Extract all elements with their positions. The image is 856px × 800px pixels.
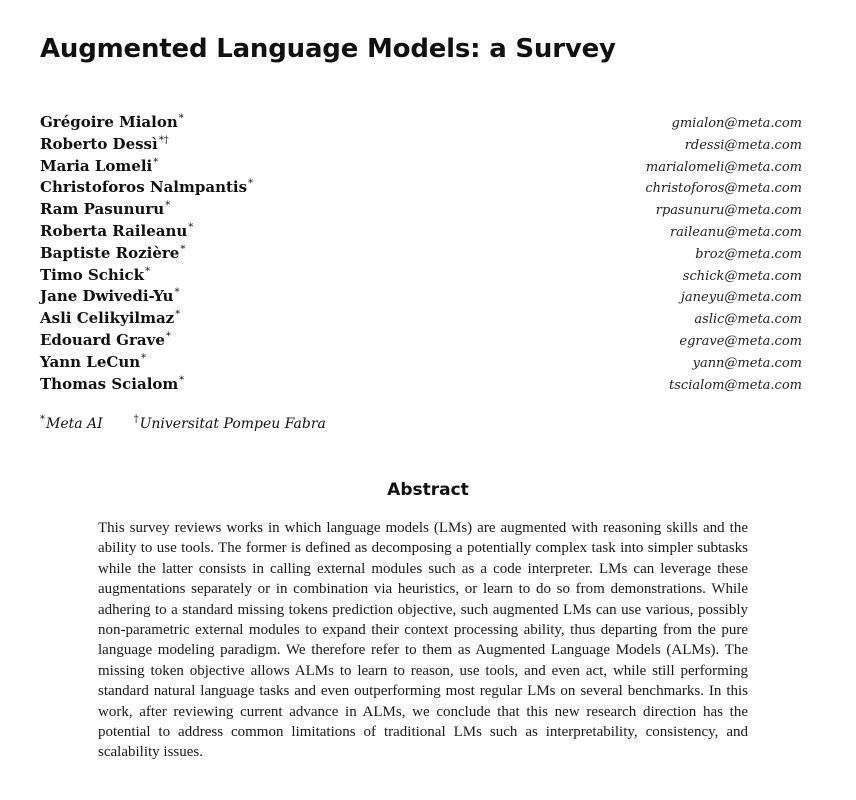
author-email[interactable]: gmialon@meta.com	[671, 116, 802, 131]
author-name: Christoforos Nalmpantis*	[40, 178, 254, 197]
author-name: Yann LeCun*	[40, 352, 147, 371]
author-email[interactable]: yann@meta.com	[692, 355, 802, 371]
author-name: Baptiste Rozière*	[40, 243, 186, 262]
author-name: Edouard Grave*	[40, 330, 171, 349]
author-name: Asli Celikyilmaz*	[40, 309, 181, 328]
paper-title: Augmented Language Models: a Survey	[40, 34, 616, 64]
author-name: Grégoire Mialon*	[40, 113, 184, 131]
author-email[interactable]: tscialom@meta.com	[669, 377, 802, 393]
abstract-text: This survey reviews works in which language models (LMs) are augmented with reasoning skills and the ability to use tools. The former is defined as decomposing a potentially complex task into simpler subtasks while the latter consists in calling external modules such as a code interpreter. LMs can leverage these augmentations separately or in combination via heuristics, or learn to do so from demonstrations. While adhering to a standard missing tokens prediction objective, such augmented LMs can use various, possibly non-parametric external modules to expand their context processing ability, thus departing from the pure language modeling paradigm. We therefore refer to them as Augmented Language Models (ALMs). The missing token objective allows ALMs to learn to reason, use tools, and even act, while still performing standard natural language tasks and even outperforming most regular LMs on several benchmarks. In this work, after reviewing current advance in ALMs, we conclude that this new research direction has the potential to address common limitations of traditional LMs such as interpretability, consistency, and scalability issues.	[98, 520, 748, 761]
author-name: Jane Dwivedi-Yu*	[40, 287, 180, 306]
abstract-heading: Abstract	[387, 480, 469, 500]
author-name: Ram Pasunuru*	[40, 200, 171, 219]
author-name: Thomas Scialom*	[40, 374, 185, 393]
author-email[interactable]: janeyu@meta.com	[680, 290, 802, 306]
author-list	[40, 108, 802, 391]
affiliation-upf: †Universitat Pompeu Fabra	[133, 414, 326, 432]
author-name: Maria Lomeli*	[40, 156, 159, 175]
author-email[interactable]: raileanu@meta.com	[669, 224, 802, 240]
author-email[interactable]: egrave@meta.com	[679, 333, 802, 349]
author-name: Roberta Raileanu*	[40, 221, 194, 240]
author-row	[40, 370, 802, 392]
affiliations	[40, 414, 326, 432]
author-email[interactable]: rpasunuru@meta.com	[655, 203, 802, 219]
author-name: Timo Schick*	[40, 265, 151, 284]
author-email[interactable]: schick@meta.com	[682, 268, 802, 284]
author-email[interactable]: christoforos@meta.com	[645, 181, 802, 197]
author-email[interactable]: aslic@meta.com	[694, 312, 802, 328]
author-row	[40, 108, 802, 130]
author-name: Roberto Dessì*†	[40, 134, 169, 153]
affiliation-meta: *Meta AI	[40, 414, 103, 432]
author-email[interactable]: marialomeli@meta.com	[645, 159, 802, 175]
author-email[interactable]: rdessi@meta.com	[684, 137, 802, 153]
author-email[interactable]: broz@meta.com	[695, 246, 802, 262]
author-row	[40, 326, 802, 348]
